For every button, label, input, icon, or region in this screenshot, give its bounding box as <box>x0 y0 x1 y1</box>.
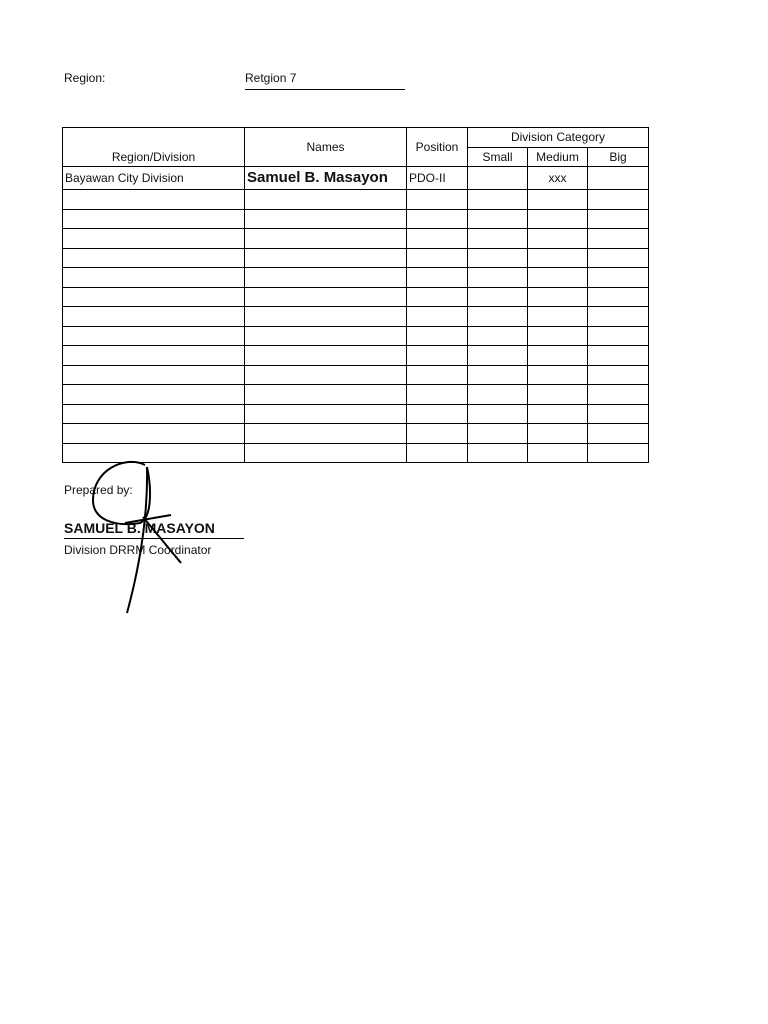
cell-small <box>468 167 528 190</box>
table-cell-empty <box>528 443 588 463</box>
table-cell-empty <box>588 229 649 249</box>
table-cell-empty <box>63 404 245 424</box>
table-cell-empty <box>63 248 245 268</box>
table-cell-empty <box>245 424 407 444</box>
table-row-empty <box>63 229 649 249</box>
table-cell-empty <box>528 326 588 346</box>
header-region-division: Region/Division <box>63 128 245 167</box>
table-cell-empty <box>245 248 407 268</box>
table-cell-empty <box>468 346 528 366</box>
table-cell-empty <box>407 268 468 288</box>
table-cell-empty <box>468 443 528 463</box>
table-row <box>63 167 649 190</box>
table-row-empty <box>63 190 649 210</box>
signer-name: SAMUEL B. MASAYON <box>64 520 244 539</box>
table-row-empty <box>63 346 649 366</box>
cell-medium: xxx <box>528 167 588 190</box>
header-big: Big <box>588 147 649 167</box>
table-cell-empty <box>63 268 245 288</box>
table-cell-empty <box>588 287 649 307</box>
header-medium: Medium <box>528 147 588 167</box>
table-cell-empty <box>407 385 468 405</box>
table-row-empty <box>63 307 649 327</box>
table-cell-empty <box>528 424 588 444</box>
division-category-table <box>62 127 649 463</box>
table-cell-empty <box>468 307 528 327</box>
table-cell-empty <box>468 248 528 268</box>
table-cell-empty <box>528 365 588 385</box>
table-cell-empty <box>588 326 649 346</box>
table-row-empty <box>63 248 649 268</box>
table-cell-empty <box>407 404 468 424</box>
table-cell-empty <box>63 365 245 385</box>
table-cell-empty <box>528 307 588 327</box>
table-cell-empty <box>468 190 528 210</box>
table-cell-empty <box>528 385 588 405</box>
signer-title: Division DRRM Coordinator <box>64 543 212 557</box>
table-cell-empty <box>63 385 245 405</box>
table-cell-empty <box>528 346 588 366</box>
table-cell-empty <box>468 287 528 307</box>
table-row-empty <box>63 209 649 229</box>
table-cell-empty <box>407 248 468 268</box>
table-cell-empty <box>588 385 649 405</box>
handwritten-signature <box>85 455 195 620</box>
table-cell-empty <box>407 287 468 307</box>
table-cell-empty <box>407 365 468 385</box>
table-cell-empty <box>528 229 588 249</box>
table-row-empty <box>63 365 649 385</box>
table-cell-empty <box>588 190 649 210</box>
table-row-empty <box>63 268 649 288</box>
table-body <box>63 167 649 463</box>
table-cell-empty <box>468 385 528 405</box>
table-cell-empty <box>407 307 468 327</box>
table-cell-empty <box>468 326 528 346</box>
table-cell-empty <box>588 443 649 463</box>
table-cell-empty <box>528 404 588 424</box>
table-cell-empty <box>63 287 245 307</box>
header-position: Position <box>407 128 468 167</box>
table-row-empty <box>63 424 649 444</box>
table-row-empty <box>63 326 649 346</box>
table-cell-empty <box>468 365 528 385</box>
table-cell-empty <box>407 424 468 444</box>
header-division-category: Division Category <box>468 128 649 148</box>
table-cell-empty <box>588 404 649 424</box>
table-cell-empty <box>528 190 588 210</box>
header-names: Names <box>245 128 407 167</box>
table-cell-empty <box>63 307 245 327</box>
region-value: Retgion 7 <box>245 71 405 90</box>
cell-big <box>588 167 649 190</box>
table-cell-empty <box>245 287 407 307</box>
table-cell-empty <box>407 443 468 463</box>
table-cell-empty <box>468 229 528 249</box>
table-cell-empty <box>63 209 245 229</box>
table-cell-empty <box>588 424 649 444</box>
table-cell-empty <box>407 209 468 229</box>
table-cell-empty <box>468 404 528 424</box>
table-cell-empty <box>528 209 588 229</box>
table-cell-empty <box>245 307 407 327</box>
table-cell-empty <box>63 346 245 366</box>
table-cell-empty <box>588 365 649 385</box>
table-cell-empty <box>588 268 649 288</box>
cell-name: Samuel B. Masayon <box>245 167 407 190</box>
table-cell-empty <box>63 326 245 346</box>
table-cell-empty <box>407 190 468 210</box>
table-cell-empty <box>63 229 245 249</box>
region-label: Region: <box>64 71 106 85</box>
cell-region-division: Bayawan City Division <box>63 167 245 190</box>
table-cell-empty <box>407 326 468 346</box>
table-cell-empty <box>528 248 588 268</box>
table-cell-empty <box>245 209 407 229</box>
table-cell-empty <box>468 424 528 444</box>
table-row-empty <box>63 287 649 307</box>
table-row-empty <box>63 404 649 424</box>
table-cell-empty <box>245 190 407 210</box>
header-small: Small <box>468 147 528 167</box>
table-cell-empty <box>245 385 407 405</box>
table-cell-empty <box>63 190 245 210</box>
table-cell-empty <box>588 346 649 366</box>
prepared-by-label: Prepared by: <box>64 483 133 497</box>
table-cell-empty <box>245 443 407 463</box>
table-cell-empty <box>407 346 468 366</box>
table-cell-empty <box>588 209 649 229</box>
table-cell-empty <box>63 424 245 444</box>
table-cell-empty <box>245 268 407 288</box>
table-cell-empty <box>245 229 407 249</box>
table-cell-empty <box>245 326 407 346</box>
table-cell-empty <box>245 404 407 424</box>
table-cell-empty <box>528 268 588 288</box>
cell-position: PDO-II <box>407 167 468 190</box>
table-cell-empty <box>407 229 468 249</box>
table-row-empty <box>63 385 649 405</box>
table-cell-empty <box>245 346 407 366</box>
table-cell-empty <box>468 268 528 288</box>
table-cell-empty <box>588 307 649 327</box>
table-cell-empty <box>468 209 528 229</box>
table-cell-empty <box>245 365 407 385</box>
table-cell-empty <box>528 287 588 307</box>
table-cell-empty <box>588 248 649 268</box>
